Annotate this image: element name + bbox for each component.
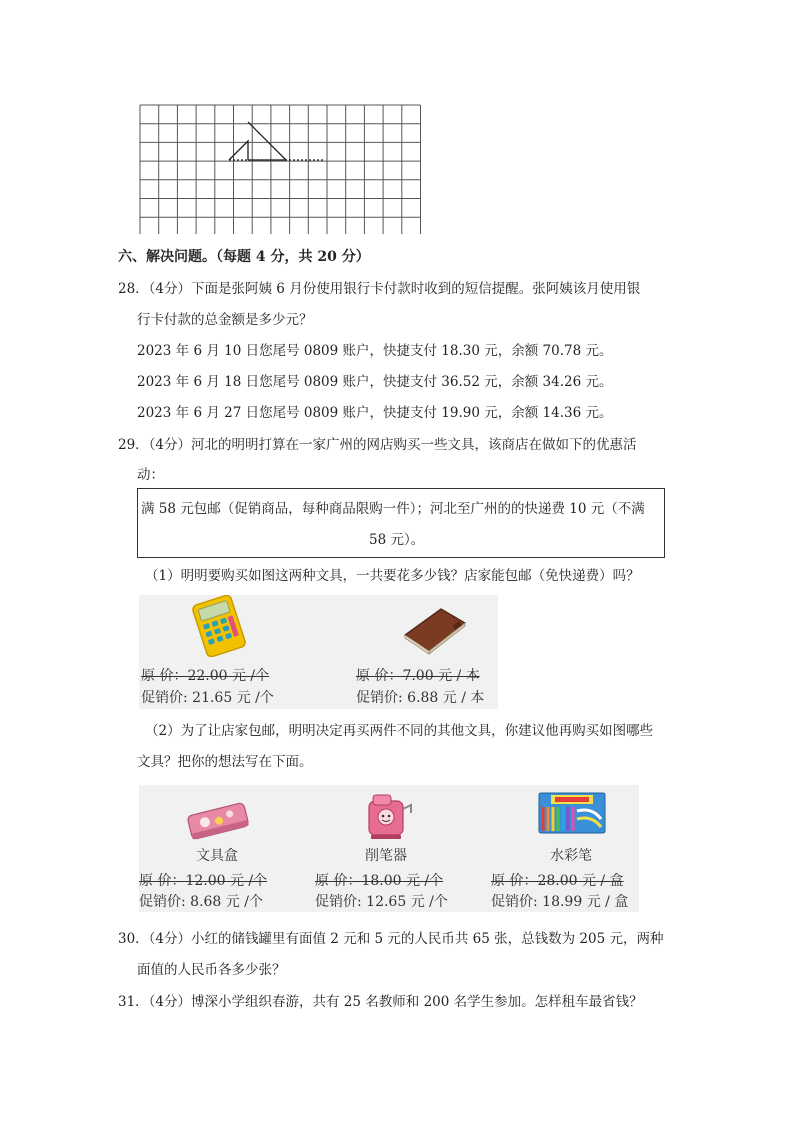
sms-line-3: 2023 年 6 月 27 日您尾号 0809 账户，快捷支付 19.90 元，余额 14.36 元。 [137,405,613,421]
watercolor-pens-original-price: 原 价：28.00 元 / 盒 [491,873,624,889]
promo-line2: 58 元）。 [369,532,425,548]
item-label-pencil-box: 文具盒 [196,848,238,864]
notebook-promo-price: 促销价: 6.88 元 / 本 [356,690,485,706]
sharpener-promo-price: 促销价: 12.65 元 /个 [315,894,448,910]
calculator-promo-price: 促销价: 21.65 元 /个 [141,690,274,706]
q29-sub1: （1）明明要购买如图这两种文具，一共要花多少钱？店家能包邮（免快递费）吗？ [145,568,640,584]
item-label-watercolor-pens: 水彩笔 [550,848,592,864]
grid-figure [139,104,435,238]
notebook-icon [401,605,469,655]
calculator-icon [187,595,251,657]
sms-line-1: 2023 年 6 月 10 日您尾号 0809 账户，快捷支付 18.30 元，余额 70.78 元。 [137,343,613,359]
q30-line1: 30．（4分）小红的储钱罐里有面值 2 元和 5 元的人民币共 65 张，总钱数为 205 元，两种 [118,931,664,947]
sharpener-icon [359,787,415,843]
q31-line1: 31．（4分）博深小学组织春游，共有 25 名教师和 200 名学生参加。怎样租车最省钱？ [118,994,643,1010]
pencil-box-original-price: 原 价：12.00 元 /个 [139,873,268,889]
pencil-box-icon [185,801,251,841]
grid-drawing [139,104,435,234]
notebook-original-price: 原 价：7.00 元 / 本 [356,668,480,684]
q29-line2: 动： [137,467,164,483]
item-label-sharpener: 削笔器 [365,848,407,864]
q29-sub2-line2: 文具？把你的想法写在下面。 [137,754,313,770]
figure-triangle-large [248,122,286,160]
calculator-original-price: 原 价：22.00 元 /个 [141,668,270,684]
watercolor-pens-promo-price: 促销价: 18.99 元 / 盒 [491,894,629,910]
q28-line2: 行卡付款的总金额是多少元？ [137,312,313,328]
q30-line2: 面值的人民币各多少张？ [137,962,286,978]
q29-sub2-line1: （2）为了让店家包邮，明明决定再买两件不同的其他文具，你建议他再购买如图哪些 [145,723,654,739]
products-panel-1 [139,595,498,709]
q29-line1: 29．（4分）河北的明明打算在一家广州的网店购买一些文具，该商店在做如下的优惠活 [118,437,637,453]
watercolor-pens-icon [537,789,607,837]
sms-line-2: 2023 年 6 月 18 日您尾号 0809 账户，快捷支付 36.52 元，余额 34.26 元。 [137,374,613,390]
pencil-box-promo-price: 促销价: 8.68 元 /个 [139,894,263,910]
sharpener-original-price: 原 价：18.00 元 /个 [315,873,444,889]
figure-triangle-small [229,141,248,160]
q28-line1: 28．（4分）下面是张阿姨 6 月份使用银行卡付款时收到的短信提醒。张阿姨该月使用银 [118,281,641,297]
section-heading: 六、解决问题。（每题 4 分，共 20 分） [118,249,370,265]
products-panel-2 [139,785,639,912]
promo-line1: 满 58 元包邮（促销商品，每种商品限购一件）；河北至广州的的快递费 10 元（不满 [141,501,645,517]
